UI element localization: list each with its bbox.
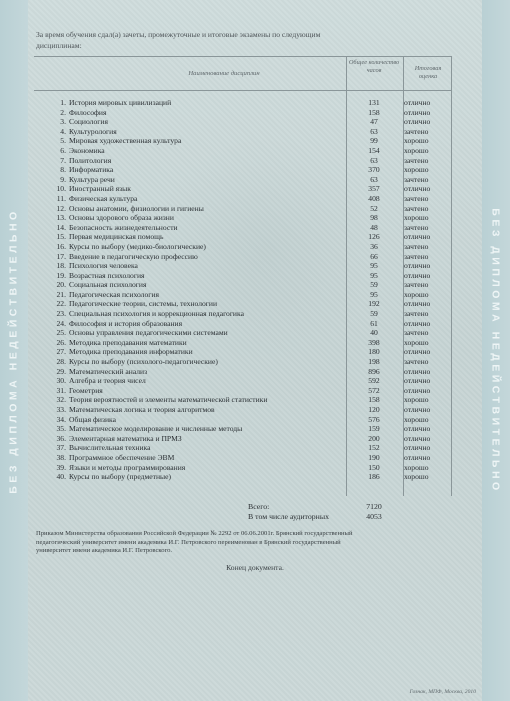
discipline-name: Основы здорового образа жизни xyxy=(69,213,174,223)
table-row xyxy=(34,156,452,166)
table-row xyxy=(34,472,452,482)
row-number: 17. xyxy=(56,251,66,261)
discipline-name: Программное обеспечение ЭВМ xyxy=(69,452,175,462)
table-row xyxy=(34,194,452,204)
row-number: 19. xyxy=(56,270,66,280)
grade-value: зачтено xyxy=(404,241,429,251)
hours-value: 198 xyxy=(368,357,380,367)
row-number: 7. xyxy=(60,155,66,165)
row-number: 18. xyxy=(56,261,66,271)
row-number: 36. xyxy=(56,433,66,443)
table-row xyxy=(34,146,452,156)
hours-value: 572 xyxy=(368,385,380,395)
hours-value: 40 xyxy=(370,328,378,338)
row-number: 27. xyxy=(56,347,66,357)
grade-value: отлично xyxy=(404,107,431,117)
grade-value: отлично xyxy=(404,424,431,434)
grade-value: отлично xyxy=(404,433,431,443)
row-number: 10. xyxy=(56,184,66,194)
table-row xyxy=(34,165,452,175)
table-row xyxy=(34,405,452,415)
grade-value: хорошо xyxy=(404,472,429,482)
hours-value: 59 xyxy=(370,309,378,319)
table-row xyxy=(34,395,452,405)
table-row xyxy=(34,415,452,425)
row-number: 31. xyxy=(56,385,66,395)
discipline-name: Педагогическая психология xyxy=(69,289,159,299)
table-row xyxy=(34,98,452,108)
table-row xyxy=(34,184,452,194)
table-row xyxy=(34,463,452,473)
discipline-name: Вычислительная техника xyxy=(69,443,151,453)
discipline-name: Теория вероятностей и элементы математической статистики xyxy=(69,395,268,405)
hours-value: 186 xyxy=(368,472,380,482)
row-number: 30. xyxy=(56,376,66,386)
table-row xyxy=(34,271,452,281)
table-row xyxy=(34,319,452,329)
discipline-name: Первая медицинская помощь xyxy=(69,232,164,242)
left-side-text: БЕЗ ДИПЛОМА НЕДЕЙСТВИТЕЛЬНО xyxy=(8,207,20,494)
discipline-name: Геометрия xyxy=(69,385,103,395)
hours-value: 63 xyxy=(370,126,378,136)
grade-value: зачтено xyxy=(404,309,429,319)
grade-value: хорошо xyxy=(404,337,429,347)
row-number: 16. xyxy=(56,241,66,251)
row-number: 29. xyxy=(56,366,66,376)
discipline-name: Методика преподавания математики xyxy=(69,337,187,347)
discipline-name: Возрастная психология xyxy=(69,270,145,280)
hours-value: 180 xyxy=(368,347,380,357)
row-number: 37. xyxy=(56,443,66,453)
grade-value: хорошо xyxy=(404,414,429,424)
row-number: 13. xyxy=(56,213,66,223)
hours-value: 120 xyxy=(368,405,380,414)
grade-value: зачтено xyxy=(404,280,429,290)
table-body xyxy=(34,98,452,482)
row-number: 28. xyxy=(56,357,66,367)
row-number: 8. xyxy=(60,165,66,175)
intro-text: За время обучения сдал(а) зачеты, промежуточные и итоговые экзамены по следующим дисциплинам: xyxy=(36,30,321,50)
discipline-name: Методика преподавания информатики xyxy=(69,347,193,357)
table-row xyxy=(34,424,452,434)
row-number: 1. xyxy=(60,98,66,107)
row-number: 12. xyxy=(56,203,66,213)
table-row xyxy=(34,328,452,338)
row-number: 26. xyxy=(56,337,66,347)
hours-value: 95 xyxy=(370,261,378,271)
hours-value: 192 xyxy=(368,299,380,309)
row-number: 11. xyxy=(56,193,66,203)
table-row xyxy=(34,175,452,185)
row-number: 14. xyxy=(56,222,66,232)
discipline-name: Иностранный язык xyxy=(69,184,131,194)
table-row xyxy=(34,443,452,453)
hours-value: 95 xyxy=(370,270,378,280)
table-row xyxy=(34,347,452,357)
table-row xyxy=(34,376,452,386)
row-number: 9. xyxy=(60,174,66,184)
table-row xyxy=(34,261,452,271)
row-number: 3. xyxy=(60,117,66,127)
hours-value: 150 xyxy=(368,462,380,472)
table-row xyxy=(34,127,452,137)
table-row xyxy=(34,434,452,444)
grade-value: отлично xyxy=(404,376,431,386)
grade-value: зачтено xyxy=(404,174,429,184)
hours-value: 370 xyxy=(368,165,380,175)
row-number: 15. xyxy=(56,232,66,242)
discipline-name: Культура речи xyxy=(69,174,115,184)
discipline-name: Экономика xyxy=(69,145,105,155)
discipline-name: Основы анатомии, физиологии и гигиены xyxy=(69,203,204,213)
grade-value: отлично xyxy=(404,385,431,395)
discipline-name: Безопасность жизнедеятельности xyxy=(69,222,178,232)
hours-value: 576 xyxy=(368,414,380,424)
grade-value: хорошо xyxy=(404,395,429,405)
discipline-name: Физическая культура xyxy=(69,193,138,203)
grade-value: хорошо xyxy=(404,165,429,175)
table-top-border xyxy=(34,56,452,57)
hours-value: 66 xyxy=(370,251,378,261)
grade-value: отлично xyxy=(404,270,431,280)
row-number: 25. xyxy=(56,328,66,338)
grade-value: зачтено xyxy=(404,328,429,338)
discipline-name: Специальная психология и коррекционная педагогика xyxy=(69,309,244,319)
row-number: 6. xyxy=(60,145,66,155)
hours-value: 36 xyxy=(370,241,378,251)
hours-value: 52 xyxy=(370,203,378,213)
grade-value: отлично xyxy=(404,366,431,376)
grade-value: зачтено xyxy=(404,251,429,261)
discipline-name: Курсы по выбору (предметные) xyxy=(69,472,172,482)
table-row xyxy=(34,309,452,319)
discipline-name: Педагогические теории, системы, технологии xyxy=(69,299,218,309)
discipline-name: Философия xyxy=(69,107,107,117)
hours-value: 190 xyxy=(368,452,380,462)
table-row xyxy=(34,204,452,214)
table-row xyxy=(34,386,452,396)
grade-value: отлично xyxy=(404,299,431,309)
hours-value: 61 xyxy=(370,318,378,328)
hours-value: 48 xyxy=(370,222,378,232)
table-row xyxy=(34,280,452,290)
discipline-name: Социология xyxy=(69,117,108,127)
hours-value: 99 xyxy=(370,136,378,146)
row-number: 23. xyxy=(56,309,66,319)
ministry-order-note: Приказом Министерства образования Российской Федерации № 2292 от 06.06.2001г. Брянский государственный педагогический университет имени академика И.Г. Петровского переименован в Брянский государственный университет имени академика И.Г. Петровского. xyxy=(36,530,353,555)
header-discipline: Наименование дисциплин xyxy=(188,70,260,77)
grade-value: отлично xyxy=(404,117,431,127)
table-row xyxy=(34,367,452,377)
grade-value: отлично xyxy=(404,261,431,271)
table-row xyxy=(34,108,452,118)
hours-value: 398 xyxy=(368,337,380,347)
header-grade: Итоговая оценка xyxy=(414,65,442,80)
row-number: 24. xyxy=(56,318,66,328)
discipline-name: Курсы по выбору (медико-биологические) xyxy=(69,241,206,251)
hours-value: 126 xyxy=(368,232,380,242)
table-row xyxy=(34,338,452,348)
hours-value: 63 xyxy=(370,174,378,184)
discipline-name: История мировых цивилизаций xyxy=(69,98,172,107)
header-bottom-border xyxy=(34,90,452,91)
grade-value: отлично xyxy=(404,98,431,107)
table-row xyxy=(34,232,452,242)
grade-value: хорошо xyxy=(404,289,429,299)
table-row xyxy=(34,357,452,367)
grade-value: хорошо xyxy=(404,145,429,155)
table-row xyxy=(34,252,452,262)
grade-value: отлично xyxy=(404,184,431,194)
row-number: 40. xyxy=(56,472,66,482)
grade-value: отлично xyxy=(404,405,431,414)
discipline-name: Политология xyxy=(69,155,112,165)
grade-value: зачтено xyxy=(404,155,429,165)
right-side-text: БЕЗ ДИПЛОМА НЕДЕЙСТВИТЕЛЬНО xyxy=(490,207,502,494)
hours-value: 159 xyxy=(368,424,380,434)
row-number: 32. xyxy=(56,395,66,405)
hours-value: 158 xyxy=(368,395,380,405)
discipline-name: Мировая художественная культура xyxy=(69,136,182,146)
grade-value: отлично xyxy=(404,443,431,453)
grade-value: хорошо xyxy=(404,213,429,223)
grade-value: зачтено xyxy=(404,126,429,136)
discipline-name: Основы управления педагогическими системами xyxy=(69,328,228,338)
hours-value: 158 xyxy=(368,107,380,117)
table-row xyxy=(34,242,452,252)
total-label: Всего: xyxy=(248,502,270,511)
row-number: 20. xyxy=(56,280,66,290)
discipline-name: Социальная психология xyxy=(69,280,147,290)
classroom-value: 4053 xyxy=(366,512,382,521)
classroom-label: В том числе аудиторных xyxy=(248,512,329,521)
hours-value: 896 xyxy=(368,366,380,376)
row-number: 5. xyxy=(60,136,66,146)
hours-value: 47 xyxy=(370,117,378,127)
hours-value: 63 xyxy=(370,155,378,165)
hours-value: 131 xyxy=(368,98,380,107)
end-of-document: Конец документа. xyxy=(226,563,284,572)
table-row xyxy=(34,223,452,233)
hours-value: 152 xyxy=(368,443,380,453)
grade-value: отлично xyxy=(404,347,431,357)
grades-table xyxy=(34,56,452,521)
discipline-name: Психология человека xyxy=(69,261,138,271)
grade-value: отлично xyxy=(404,452,431,462)
row-number: 21. xyxy=(56,289,66,299)
discipline-name: Культурология xyxy=(69,126,117,136)
discipline-name: Элементарная математика и ПРМЗ xyxy=(69,433,182,443)
header-hours: Общее количество часов xyxy=(348,59,400,74)
grade-value: зачтено xyxy=(404,193,429,203)
row-number: 35. xyxy=(56,424,66,434)
total-value: 7120 xyxy=(366,502,382,511)
hours-value: 59 xyxy=(370,280,378,290)
table-row xyxy=(34,290,452,300)
discipline-name: Философия и история образования xyxy=(69,318,183,328)
table-row xyxy=(34,117,452,127)
hours-value: 95 xyxy=(370,289,378,299)
table-row xyxy=(34,136,452,146)
row-number: 38. xyxy=(56,452,66,462)
row-number: 22. xyxy=(56,299,66,309)
discipline-name: Введение в педагогическую профессию xyxy=(69,251,198,261)
discipline-name: Информатика xyxy=(69,165,114,175)
grade-value: зачтено xyxy=(404,357,429,367)
discipline-name: Математическое моделирование и численные методы xyxy=(69,424,243,434)
grade-value: отлично xyxy=(404,232,431,242)
hours-value: 200 xyxy=(368,433,380,443)
hours-value: 408 xyxy=(368,193,380,203)
row-number: 39. xyxy=(56,462,66,472)
row-number: 2. xyxy=(60,107,66,117)
hours-value: 592 xyxy=(368,376,380,386)
row-number: 33. xyxy=(56,405,66,414)
grade-value: отлично xyxy=(404,318,431,328)
discipline-name: Курсы по выбору (психолого-педагогические) xyxy=(69,357,218,367)
grade-value: хорошо xyxy=(404,462,429,472)
hours-value: 98 xyxy=(370,213,378,223)
hours-value: 357 xyxy=(368,184,380,194)
row-number: 34. xyxy=(56,414,66,424)
table-row xyxy=(34,453,452,463)
row-number: 4. xyxy=(60,126,66,136)
discipline-name: Языки и методы программирования xyxy=(69,462,186,472)
grade-value: зачтено xyxy=(404,203,429,213)
hours-value: 154 xyxy=(368,145,380,155)
discipline-name: Математический анализ xyxy=(69,366,148,376)
table-row xyxy=(34,299,452,309)
table-row xyxy=(34,213,452,223)
grade-value: хорошо xyxy=(404,136,429,146)
discipline-name: Математическая логика и теория алгоритмов xyxy=(69,405,215,414)
discipline-name: Общая физика xyxy=(69,414,116,424)
grade-value: зачтено xyxy=(404,222,429,232)
printer-imprint: Гознак, МПФ, Москва, 2010 xyxy=(409,689,476,695)
discipline-name: Алгебра и теория чисел xyxy=(69,376,146,386)
